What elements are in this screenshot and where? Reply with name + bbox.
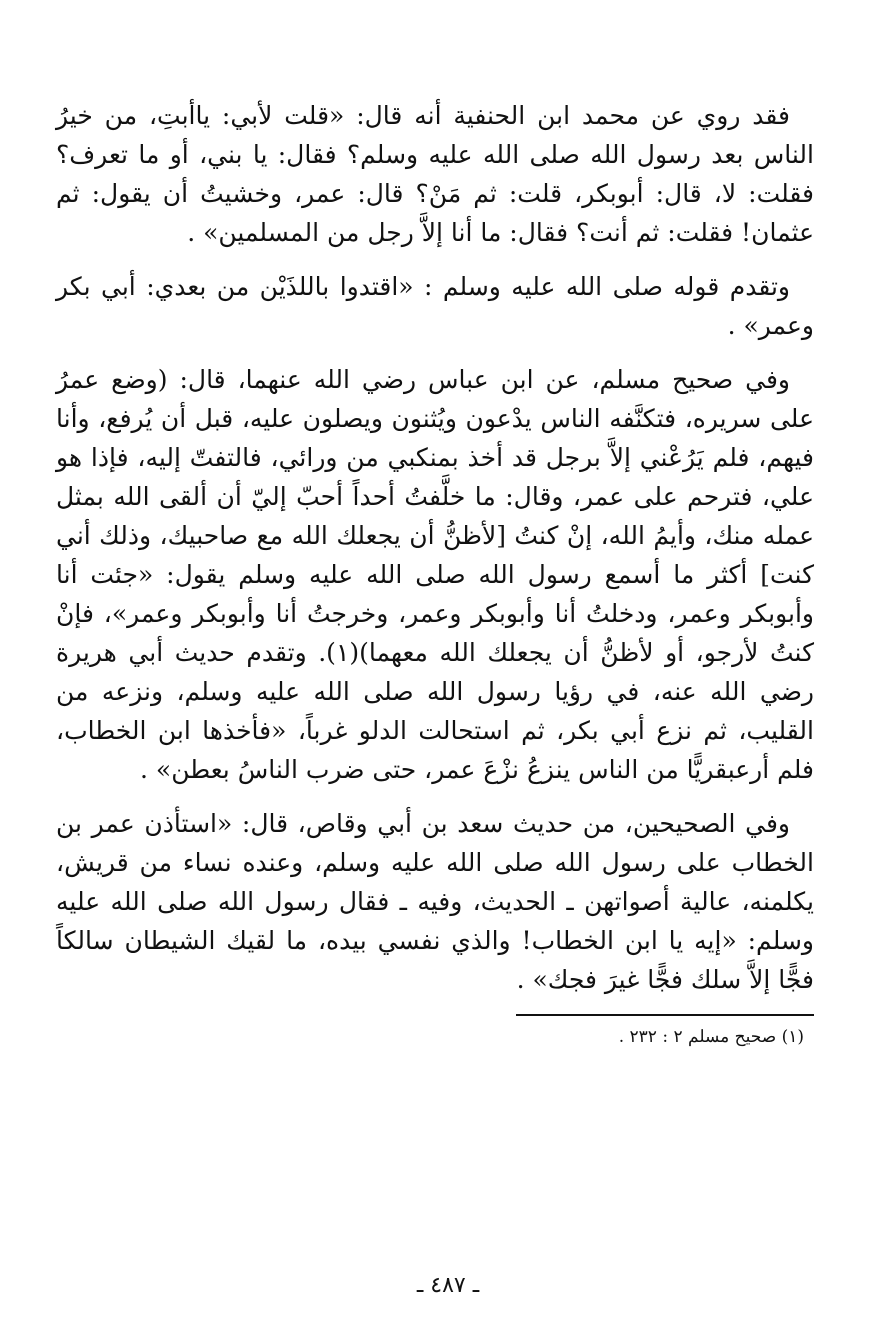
paragraph-ibn-hanafiyya: فقد روي عن محمد ابن الحنفية أنه قال: «قلت لأبي: ياأبتِ، من خيرُ الناس بعد رسول الله صلى الله عليه وسلم؟ فقال: يا بني، أو ما تعرف؟ فقلت: لا، قال: أبوبكر، قلت: ثم مَنْ؟ قال: عمر، وخشيتُ أن يقول: ثم عثمان! فقلت: ثم أنت؟ فقال: ما أنا إلاَّ رجل من المسلمين» .: [56, 101, 814, 247]
paragraph-sahihayn: وفي الصحيحين، من حديث سعد بن أبي وقاص، قال: «استأذن عمر بن الخطاب على رسول الله صلى الله عليه وسلم، وعنده نساء من قريش، يكلمنه، عالية أصواتهن ـ الحديث، وفيه ـ فقال رسول الله صلى الله عليه وسلم: «إيه يا ابن الخطاب! والذي نفسي بيده، ما لقيك الشيطان سالكاً فجًّا إلاَّ سلك فجًّا غيرَ فجك» .: [56, 809, 814, 994]
page-number: ـ ٤٨٧ ـ: [416, 1273, 480, 1298]
footnote: (١) صحيح مسلم ٢ : ٢٣٢ .: [618, 1027, 804, 1047]
paragraph-sahih-muslim: وفي صحيح مسلم، عن ابن عباس رضي الله عنهما، قال: (وضع عمرُ على سريره، فتكنَّفه الناس يدْعون ويُثنون ويصلون عليه، قبل أن يُرفع، وأنا فيهم، فلم يَرُعْني إلاَّ برجل قد أخذ بمنكبي من ورائي، فالتفتّ إليه، فإذا هو علي، فترحم على عمر، وقال: ما خلَّفتُ أحداً أحبّ إليّ أن ألقى الله بمثل عمله منك، وأيمُ الله، إنْ كنتُ [لأظنُّ أن يجعلك الله مع صاحبيك، وذلك أني كنت] أكثر ما أسمع رسول الله صلى الله عليه وسلم يقول: «جئت أنا وأبوبكر وعمر، ودخلتُ أنا وأبوبكر وعمر، وخرجتُ أنا وأبوبكر وعمر»، فإنْ كنتُ لأرجو، أو لأظنُّ أن يجعلك الله معهما)(١). وتقدم حديث أبي هريرة رضي الله عنه، في رؤيا رسول الله صلى الله عليه وسلم، ونزعه من القليب، ثم نزع أبي بكر، ثم استحالت الدلو غرباً، «فأخذها ابن الخطاب، فلم أرعبقريًّا من الناس ينزعُ نزْعَ عمر، حتى ضرب الناسُ بعطن» .: [56, 365, 815, 784]
paragraph-iqtadu: وتقدم قوله صلى الله عليه وسلم : «اقتدوا باللذَيْن من بعدي: أبي بكر وعمر» .: [56, 272, 814, 340]
footnote-divider: [516, 1014, 814, 1016]
page-body: [56, 96, 814, 1336]
